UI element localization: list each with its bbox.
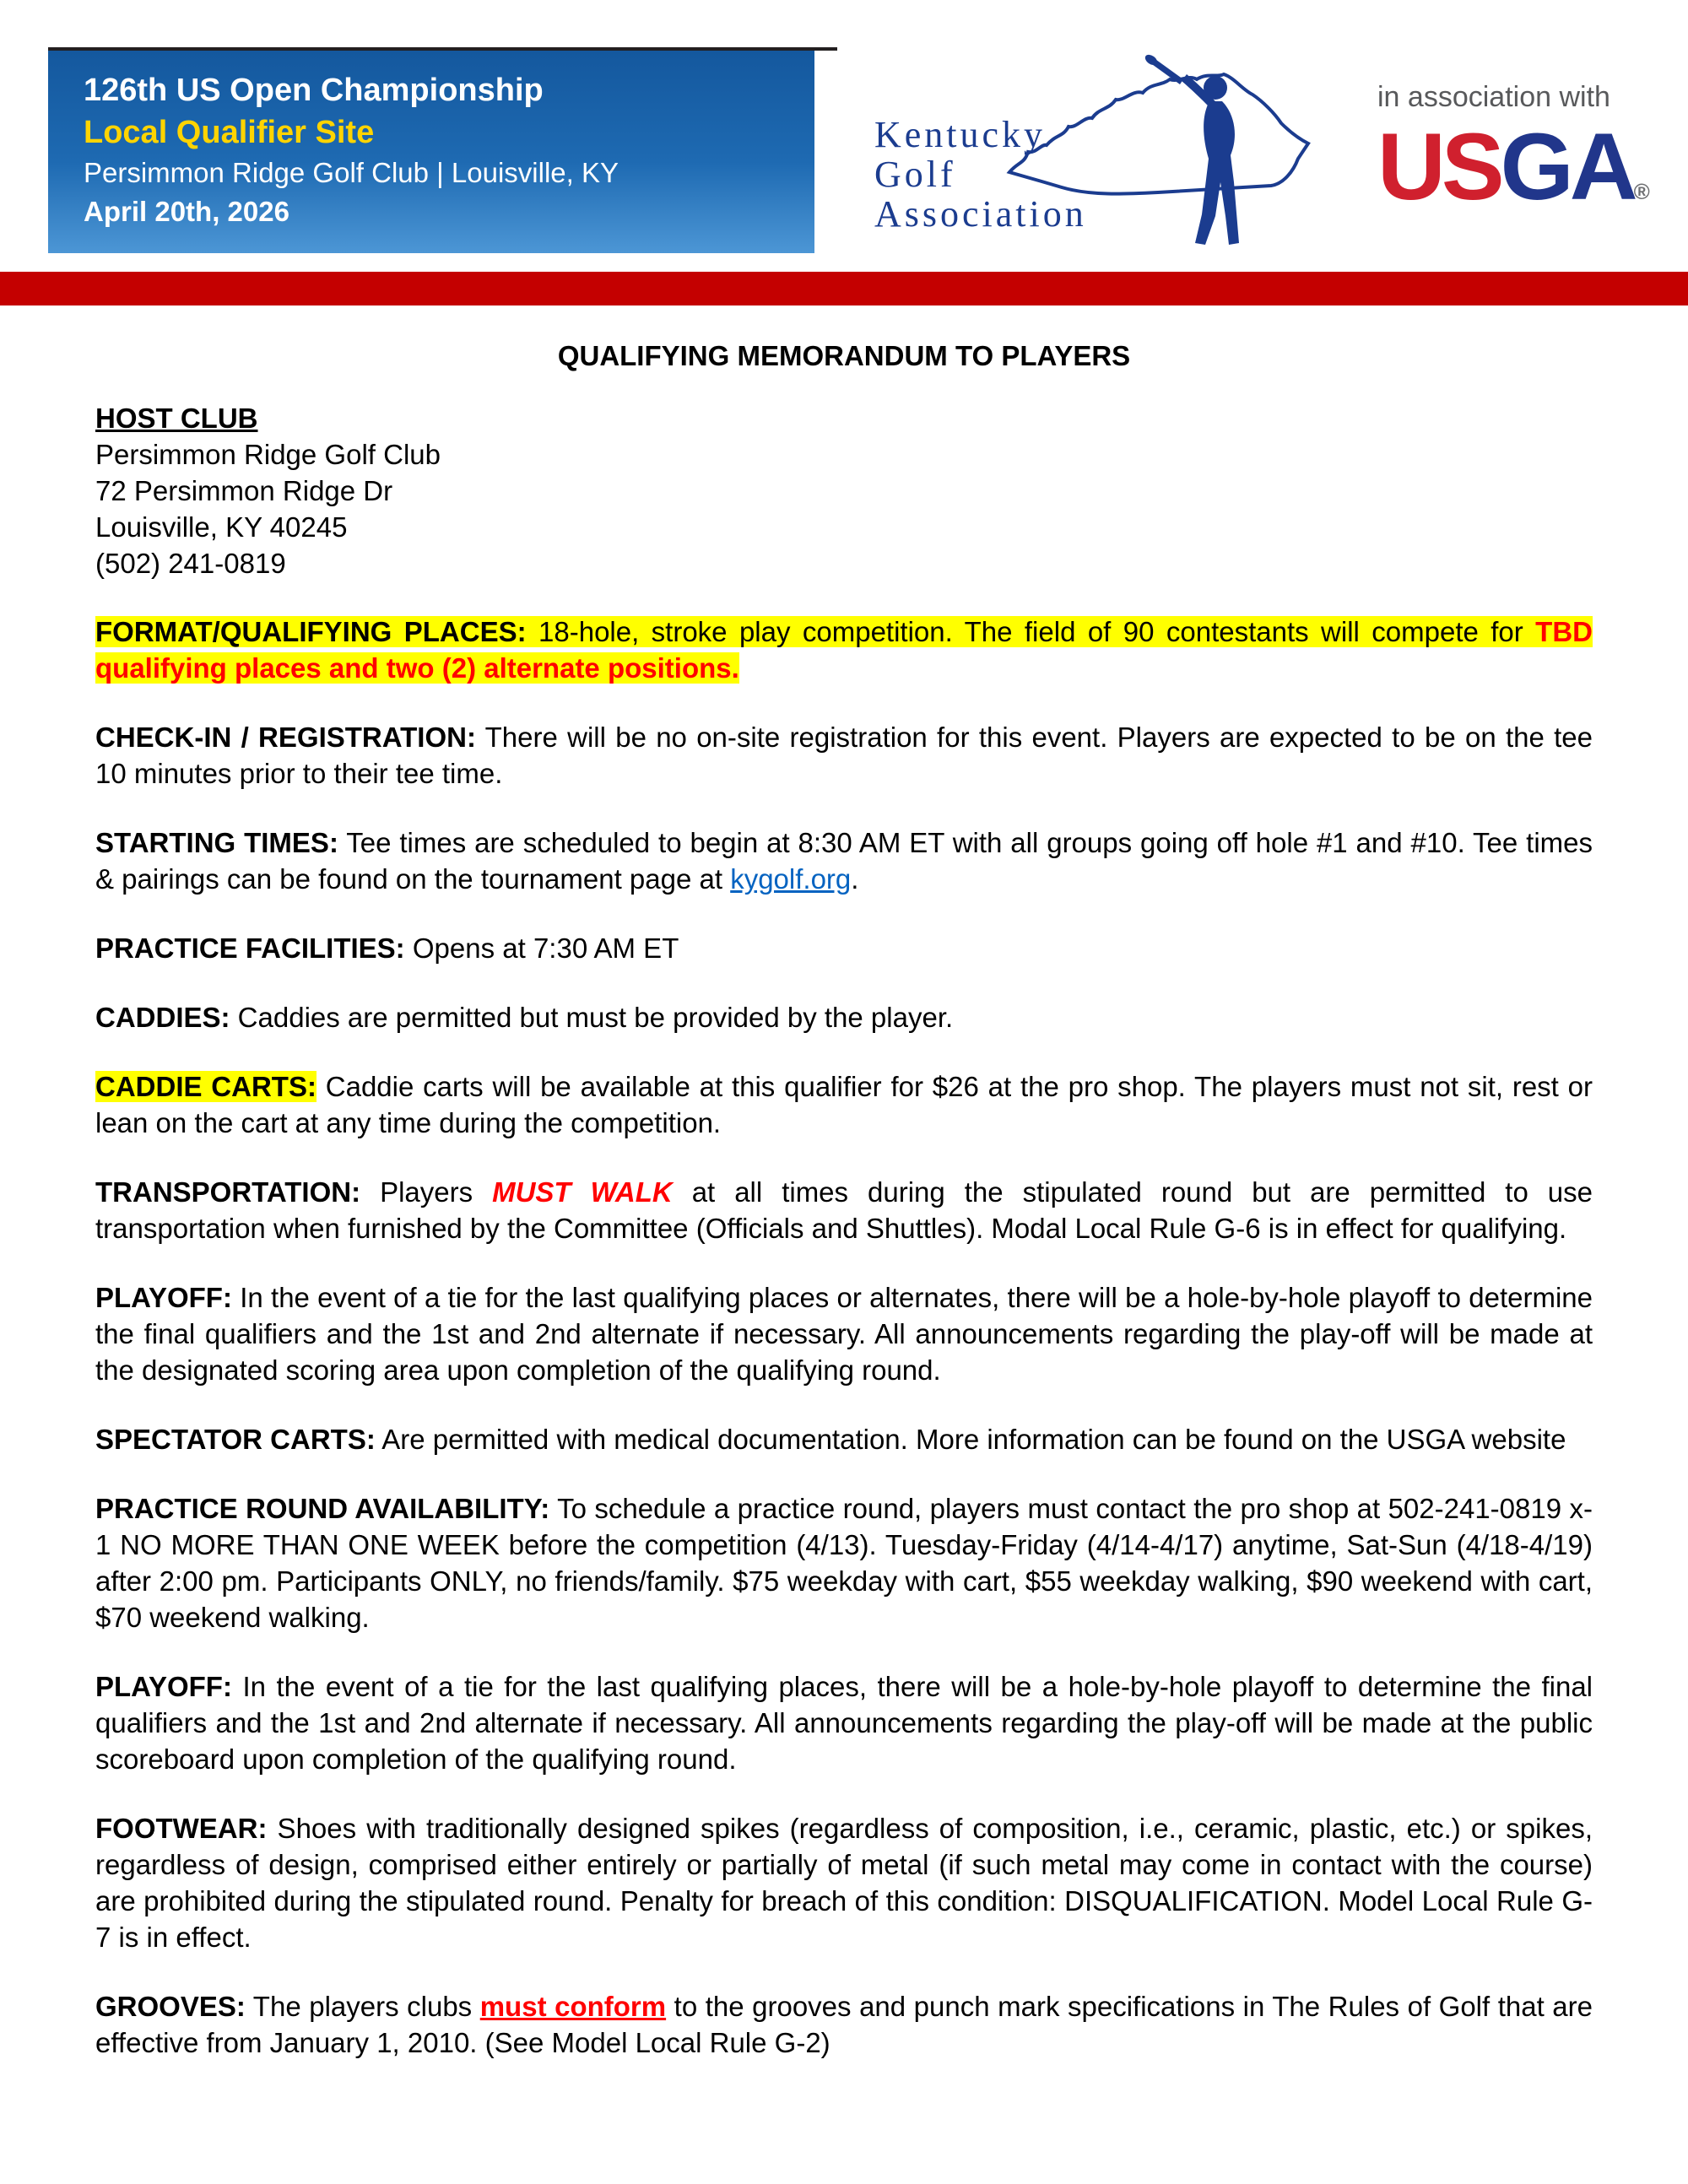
highlighted-run	[95, 616, 1593, 684]
association-note: in association with	[1377, 81, 1610, 113]
section-caddie-carts	[95, 1068, 1593, 1141]
section-label-grooves: GROOVES:	[95, 1991, 246, 2022]
format-red-emphasis: TBD qualifying places and two (2) alternate positions.	[95, 616, 1593, 684]
kga-logo-text	[874, 115, 1087, 234]
section-label-playoff-2: PLAYOFF:	[95, 1671, 232, 1702]
section-text-practice-round: To schedule a practice round, players must contact the pro shop at 502-241-0819 x-1 NO MORE THAN ONE WEEK before the competition (4/13). Tuesday-Friday (4/14-4/17) anytime, Sat-Sun (4/18-4/19) after 2:00 pm. Participants ONLY, no friends/family. $75 weekday with cart, $55 weekday walking, $90 weekend with cart, $70 weekend walking.	[95, 1493, 1593, 1633]
usga-logo	[1377, 114, 1664, 219]
section-label-caddie-carts: CADDIE CARTS:	[95, 1071, 316, 1102]
red-divider-bar	[0, 272, 1688, 305]
kentucky-golf-association-logo	[869, 54, 1317, 265]
section-checkin	[95, 719, 1593, 792]
section-label-playoff-1: PLAYOFF:	[95, 1282, 232, 1313]
must-walk-emphasis: MUST WALK	[492, 1176, 673, 1208]
section-text-playoff-1: In the event of a tie for the last qualifying places or alternates, there will be a hole-by-hole playoff to determine the final qualifiers and the 1st and 2nd alternate if necessary. All announcements regarding the play-off will be made at the designated scoring area upon completion of the qualifying round.	[95, 1282, 1593, 1386]
section-text-caddie-carts: Caddie carts will be available at this qualifier for $26 at the pro shop. The players must not sit, rest or lean on the cart at any time during the competition.	[95, 1071, 1593, 1138]
usga-letters-ga: GA	[1500, 114, 1634, 219]
kga-word-kentucky: Kentucky	[874, 114, 1047, 155]
memo-body	[0, 305, 1688, 2061]
section-label-spectator-carts: SPECTATOR CARTS:	[95, 1424, 376, 1455]
grooves-before: The players clubs	[245, 1991, 480, 2022]
section-practice-facilities	[95, 930, 1593, 966]
section-label-practice-facilities: PRACTICE FACILITIES:	[95, 933, 405, 964]
memo-title: QUALIFYING MEMORANDUM TO PLAYERS	[557, 340, 1131, 371]
usga-letters-us: US	[1377, 114, 1501, 219]
event-venue: Persimmon Ridge Golf Club | Louisville, KY	[84, 157, 619, 188]
document-header	[0, 0, 1688, 305]
host-club-name: Persimmon Ridge Golf Club	[95, 439, 441, 470]
event-title: 126th US Open Championship	[84, 73, 544, 108]
event-banner	[48, 51, 814, 253]
starting-times-after-link: .	[851, 863, 859, 895]
event-date: April 20th, 2026	[84, 196, 289, 227]
grooves-after: to the grooves and punch mark specifications in The Rules of Golf that are effective from January 1, 2010. (See Model Local Rule G-2)	[95, 1991, 1593, 2058]
section-transportation	[95, 1174, 1593, 1246]
transportation-before: Players	[360, 1176, 493, 1208]
section-text-format: 18-hole, stroke play competition. The field of 90 contestants will compete for	[526, 616, 1536, 647]
host-club-heading: HOST CLUB	[95, 403, 258, 434]
section-starting-times	[95, 824, 1593, 897]
section-text-caddies: Caddies are permitted but must be provided by the player.	[230, 1002, 954, 1033]
section-label-checkin: CHECK-IN / REGISTRATION:	[95, 722, 476, 753]
section-text-practice-facilities: Opens at 7:30 AM ET	[404, 933, 679, 964]
host-club-street: 72 Persimmon Ridge Dr	[95, 475, 393, 506]
kygolf-link[interactable]: kygolf.org	[730, 863, 852, 895]
section-label-transportation: TRANSPORTATION:	[95, 1176, 361, 1208]
registered-mark-icon: ®	[1633, 179, 1650, 204]
host-club-block	[95, 400, 1593, 581]
section-grooves	[95, 1988, 1593, 2061]
event-subtitle: Local Qualifier Site	[84, 115, 375, 150]
section-text-checkin: There will be no on-site registration for this event. Players are expected to be on the tee 10 minutes prior to their tee time.	[95, 722, 1593, 789]
section-label-practice-round: PRACTICE ROUND AVAILABILITY:	[95, 1493, 550, 1524]
section-caddies	[95, 999, 1593, 1035]
section-label-footwear: FOOTWEAR:	[95, 1813, 268, 1844]
must-conform-link[interactable]: must conform	[479, 1991, 667, 2022]
section-practice-round	[95, 1490, 1593, 1635]
transportation-after: at all times during the stipulated round but are permitted to use transportation when furnished by the Committee (Officials and Shuttles). Modal Local Rule G-6 is in effect for qualifying.	[95, 1176, 1593, 1244]
section-format	[95, 614, 1593, 686]
section-label-format: FORMAT/QUALIFYING PLACES:	[95, 616, 527, 647]
section-text-playoff-2: In the event of a tie for the last qualifying places, there will be a hole-by-hole playoff to determine the final qualifiers and the 1st and 2nd alternate if necessary. All announcements regarding the play-off will be made at the public scoreboard upon completion of the qualifying round.	[95, 1671, 1593, 1775]
section-text-starting-times: Tee times are scheduled to begin at 8:30 AM ET with all groups going off hole #1 and #10. Tee times & pairings can be found on the tournament page at	[95, 827, 1593, 895]
section-footwear	[95, 1810, 1593, 1955]
usga-association-block	[1377, 81, 1664, 217]
section-playoff-2	[95, 1668, 1593, 1777]
section-text-spectator-carts: Are permitted with medical documentation. More information can be found on the USGA website	[375, 1424, 1566, 1455]
section-text-footwear: Shoes with traditionally designed spikes (regardless of composition, i.e., ceramic, plastic, etc.) or spikes, regardless of design, comprised either entirely or partially of metal (if such metal may come in contact with the course) are prohibited during the stipulated round. Penalty for breach of this condition: DISQUALIFICATION. Model Local Rule G-7 is in effect.	[95, 1813, 1593, 1953]
section-label-caddies: CADDIES:	[95, 1002, 230, 1033]
host-club-city: Louisville, KY 40245	[95, 511, 348, 543]
kga-word-association: Association	[874, 193, 1087, 235]
section-label-starting-times: STARTING TIMES:	[95, 827, 338, 858]
host-club-phone: (502) 241-0819	[95, 548, 286, 579]
section-spectator-carts	[95, 1421, 1593, 1457]
section-playoff-1	[95, 1279, 1593, 1388]
kga-word-golf: Golf	[874, 154, 956, 195]
